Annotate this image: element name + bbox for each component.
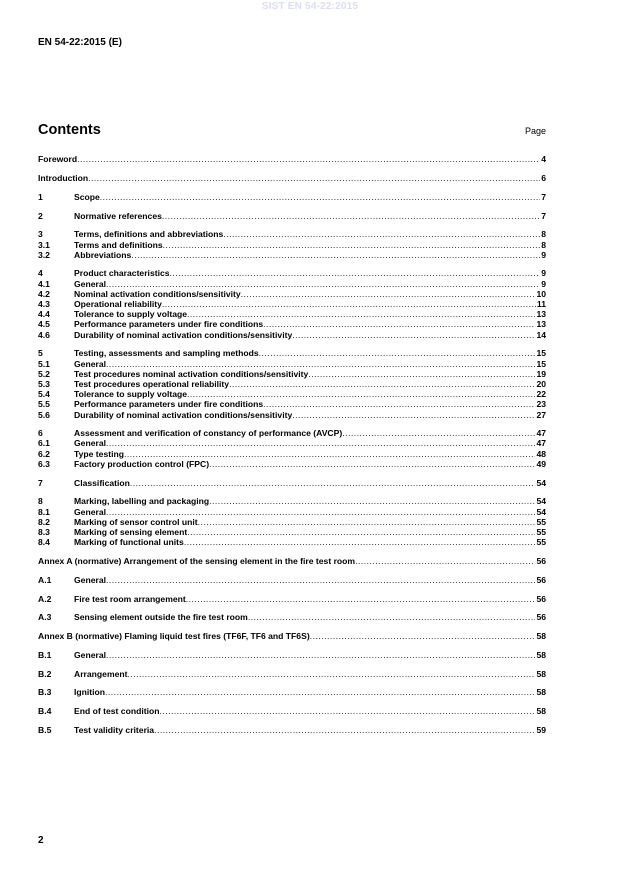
toc-entry[interactable] — [38, 668, 546, 678]
toc-entry-page: 54 — [536, 506, 546, 517]
toc-entry-page: 58 — [536, 668, 546, 679]
toc-entry-page: 47 — [536, 428, 546, 439]
toc-entry[interactable] — [38, 537, 546, 547]
toc-entry-page: 23 — [536, 399, 546, 410]
toc-entry[interactable] — [38, 289, 546, 299]
toc-entry-page: 6 — [541, 172, 546, 183]
toc-entry-page: 59 — [536, 724, 546, 735]
toc-dot-leader — [241, 289, 536, 299]
toc-entry-title: Durability of nominal activation conditions/sensitivity — [74, 329, 293, 340]
toc-entry[interactable] — [38, 593, 546, 603]
toc-entry-title: Product characteristics — [74, 268, 170, 279]
toc-entry-page: 15 — [536, 358, 546, 369]
toc-entry-title: Type testing — [74, 448, 124, 459]
toc-entry-number: B.1 — [38, 649, 52, 660]
toc-entry-title: Operational reliability — [74, 299, 162, 310]
toc-entry-number: 4.4 — [38, 309, 50, 320]
toc-entry-number: 6.3 — [38, 458, 50, 469]
toc-entry-title: Marking of sensor control unit — [74, 516, 198, 527]
toc-dot-leader — [130, 478, 536, 488]
toc-entry-title: Test validity criteria — [74, 724, 155, 735]
toc-entry-page: 14 — [536, 329, 546, 340]
toc-entry[interactable] — [38, 369, 546, 379]
toc-entry[interactable] — [38, 496, 546, 506]
toc-dot-leader — [229, 379, 535, 389]
toc-entry-number: 8.1 — [38, 506, 50, 517]
toc-entry[interactable] — [38, 428, 546, 438]
toc-entry-page: 58 — [536, 687, 546, 698]
toc-entry-number: 8 — [38, 496, 43, 507]
toc-entry-title: Arrangement — [74, 668, 128, 679]
toc-entry-title: Ignition — [74, 687, 106, 698]
toc-entry[interactable] — [38, 631, 546, 641]
toc-entry[interactable] — [38, 556, 546, 566]
toc-dot-leader — [162, 211, 540, 221]
toc-entry-number: 5.2 — [38, 368, 50, 379]
toc-entry-page: 48 — [536, 448, 546, 459]
toc-entry-title: Fire test room arrangement — [74, 593, 186, 604]
toc-entry-title: Marking of sensing element — [74, 526, 188, 537]
toc-dot-leader — [159, 706, 535, 716]
page-column-header: Page — [524, 126, 546, 136]
toc-dot-leader — [186, 594, 536, 604]
toc-entry-number: 5.3 — [38, 378, 50, 389]
toc-entry-page: 7 — [541, 210, 546, 221]
toc-entry-title: General — [74, 438, 107, 449]
toc-dot-leader — [106, 279, 540, 289]
toc-entry-page: 10 — [536, 288, 546, 299]
toc-dot-leader — [88, 173, 540, 183]
toc-entry-number: A.2 — [38, 593, 52, 604]
toc-entry-number: 4.2 — [38, 288, 50, 299]
toc-entry-number: 5.1 — [38, 358, 50, 369]
toc-entry-page: 7 — [541, 191, 546, 202]
toc-dot-leader — [106, 575, 535, 585]
toc-entry[interactable] — [38, 173, 546, 183]
toc-entry[interactable] — [38, 278, 546, 288]
toc-entry-number: B.2 — [38, 668, 52, 679]
toc-entry-number: 1 — [38, 191, 43, 202]
document-id: EN 54-22:2015 (E) — [38, 37, 122, 48]
toc-entry-title: General — [74, 574, 107, 585]
toc-entry-number: 3 — [38, 229, 43, 240]
toc-entry-number: 5 — [38, 348, 43, 359]
page-number: 2 — [38, 835, 44, 846]
toc-entry[interactable] — [38, 506, 546, 516]
toc-dot-leader — [209, 459, 535, 469]
toc-entry-page: 8 — [541, 229, 546, 240]
toc-dot-leader — [248, 612, 536, 622]
toc-entry-title: Annex A (normative) Arrangement of the sensing element in the fire test room — [38, 555, 356, 566]
toc-entry-title: Performance parameters under fire conditions — [74, 319, 264, 330]
toc-entry[interactable] — [38, 319, 546, 329]
toc-entry-page: 56 — [536, 574, 546, 585]
toc-entry-page: 8 — [541, 239, 546, 250]
toc-entry[interactable] — [38, 706, 546, 716]
toc-entry-number: 5.6 — [38, 409, 50, 420]
toc-entry-title: Scope — [74, 191, 100, 202]
toc-entry-page: 56 — [536, 555, 546, 566]
toc-entry[interactable] — [38, 517, 546, 527]
toc-entry-title: Testing, assessments and sampling methods — [74, 348, 259, 359]
toc-entry[interactable] — [38, 210, 546, 220]
toc-dot-leader — [310, 631, 536, 641]
toc-dot-leader — [292, 330, 535, 340]
toc-entry-title: Sensing element outside the fire test room — [74, 612, 248, 623]
toc-entry-page: 11 — [536, 299, 546, 310]
toc-entry-page: 55 — [536, 537, 546, 548]
toc-dot-leader — [209, 496, 535, 506]
toc-entry[interactable] — [38, 154, 546, 164]
toc-dot-leader — [163, 240, 541, 250]
toc-entry[interactable] — [38, 448, 546, 458]
toc-entry[interactable] — [38, 575, 546, 585]
toc-dot-leader — [170, 268, 541, 278]
toc-dot-leader — [106, 438, 535, 448]
toc-dot-leader — [259, 348, 536, 358]
toc-entry-number: 4.5 — [38, 319, 50, 330]
toc-entry-title: Annex B (normative) Flaming liquid test fires (TF6F, TF6 and TF6S) — [38, 631, 310, 642]
toc-dot-leader — [355, 556, 535, 566]
toc-entry-title: Tolerance to supply voltage — [74, 389, 188, 400]
toc-entry-number: 8.2 — [38, 516, 50, 527]
toc-entry-title: Factory production control (FPC) — [74, 458, 210, 469]
toc-entry-page: 22 — [536, 389, 546, 400]
toc-entry-number: 4.6 — [38, 329, 50, 340]
toc-entry-page: 9 — [541, 249, 546, 260]
toc-entry-title: Classification — [74, 477, 130, 488]
toc-entry[interactable] — [38, 409, 546, 419]
toc-entry[interactable] — [38, 329, 546, 339]
toc-dot-leader — [292, 410, 535, 420]
toc-entry-page: 49 — [536, 458, 546, 469]
toc-entry-number: 8.4 — [38, 537, 50, 548]
toc-entry-page: 13 — [536, 309, 546, 320]
toc-entry-page: 19 — [536, 368, 546, 379]
toc-entry-page: 47 — [536, 438, 546, 449]
toc-dot-leader — [187, 309, 535, 319]
toc-entry-number: A.3 — [38, 612, 52, 623]
toc-dot-leader — [106, 650, 535, 660]
toc-entry[interactable] — [38, 348, 546, 358]
toc-entry-number: B.3 — [38, 687, 52, 698]
toc-entry-number: 2 — [38, 210, 43, 221]
toc-entry[interactable] — [38, 268, 546, 278]
toc-entry[interactable] — [38, 725, 546, 735]
watermark: SIST EN 54-22:2015 — [261, 1, 359, 12]
toc-entry[interactable] — [38, 309, 546, 319]
toc-entry-title: End of test condition — [74, 706, 160, 717]
toc-entry-number: 4 — [38, 268, 43, 279]
toc-dot-leader — [154, 725, 535, 735]
toc-dot-leader — [77, 154, 540, 164]
toc-entry-title: Tolerance to supply voltage — [74, 309, 188, 320]
toc-dot-leader — [342, 428, 535, 438]
toc-entry[interactable] — [38, 612, 546, 622]
toc-entry-title: Durability of nominal activation conditions/sensitivity — [74, 409, 293, 420]
toc-entry-number: 5.5 — [38, 399, 50, 410]
page-title: Contents — [38, 122, 101, 138]
toc-entry-number: 6 — [38, 428, 43, 439]
toc-entry-title: Marking, labelling and packaging — [74, 496, 210, 507]
toc-dot-leader — [100, 192, 540, 202]
toc-entry[interactable] — [38, 389, 546, 399]
toc-entry[interactable] — [38, 477, 546, 487]
toc-dot-leader — [198, 517, 536, 527]
toc-entry[interactable] — [38, 687, 546, 697]
toc-entry-number: B.4 — [38, 706, 52, 717]
toc-entry-title: Test procedures nominal activation conditions/sensitivity — [74, 368, 309, 379]
toc-dot-leader — [106, 507, 535, 517]
toc-entry-number: 3.2 — [38, 249, 50, 260]
toc-entry-number: 6.1 — [38, 438, 50, 449]
toc-entry[interactable] — [38, 650, 546, 660]
toc-entry-number: 4.3 — [38, 299, 50, 310]
toc-entry-title: General — [74, 358, 107, 369]
toc-entry-page: 55 — [536, 526, 546, 537]
toc-entry-title: Normative references — [74, 210, 162, 221]
toc-dot-leader — [308, 369, 535, 379]
toc-dot-leader — [127, 669, 535, 679]
toc-entry-number: 4.1 — [38, 278, 50, 289]
toc-entry-title: Marking of functional units — [74, 537, 184, 548]
toc-entry-page: 9 — [541, 278, 546, 289]
toc-entry[interactable] — [38, 250, 546, 260]
toc-entry[interactable] — [38, 379, 546, 389]
toc-dot-leader — [124, 449, 535, 459]
toc-entry-title: Foreword — [38, 154, 78, 165]
toc-entry-number: 7 — [38, 477, 43, 488]
toc-entry-title: Terms and definitions — [74, 239, 163, 250]
toc-entry[interactable] — [38, 527, 546, 537]
toc-entry-page: 9 — [541, 268, 546, 279]
toc-dot-leader — [187, 389, 535, 399]
toc-entry[interactable] — [38, 299, 546, 309]
toc-entry[interactable] — [38, 358, 546, 368]
toc-entry-page: 15 — [536, 348, 546, 359]
toc-entry-number: 5.4 — [38, 389, 50, 400]
toc-entry[interactable] — [38, 192, 546, 202]
toc-entry-title: General — [74, 649, 107, 660]
toc-entry-title: General — [74, 278, 107, 289]
toc-entry-page: 54 — [536, 496, 546, 507]
toc-entry-page: 58 — [536, 649, 546, 660]
toc-entry-page: 58 — [536, 706, 546, 717]
toc-dot-leader — [105, 687, 535, 697]
toc-entry-number: 3.1 — [38, 239, 50, 250]
toc-dot-leader — [162, 299, 536, 309]
toc-entry-page: 56 — [536, 612, 546, 623]
toc-entry-title: Introduction — [38, 172, 89, 183]
toc-entry-title: Nominal activation conditions/sensitivity — [74, 288, 241, 299]
toc-entry-title: General — [74, 506, 107, 517]
toc-entry-number: 6.2 — [38, 448, 50, 459]
toc-entry[interactable] — [38, 399, 546, 409]
toc-entry-number: 8.3 — [38, 526, 50, 537]
toc-entry-page: 55 — [536, 516, 546, 527]
toc-dot-leader — [263, 319, 535, 329]
toc-dot-leader — [131, 250, 540, 260]
toc-entry-title: Terms, definitions and abbreviations — [74, 229, 224, 240]
toc-entry[interactable] — [38, 438, 546, 448]
toc-dot-leader — [223, 229, 540, 239]
toc-entry[interactable] — [38, 459, 546, 469]
toc-entry-page: 27 — [536, 409, 546, 420]
toc-entry-page: 20 — [536, 378, 546, 389]
toc-entry-title: Abbreviations — [74, 249, 132, 260]
toc-entry-page: 54 — [536, 477, 546, 488]
toc-entry[interactable] — [38, 229, 546, 239]
toc-entry-title: Assessment and verification of constancy of performance (AVCP) — [74, 428, 343, 439]
toc-entry-title: Test procedures operational reliability — [74, 378, 230, 389]
toc-entry-page: 4 — [541, 154, 546, 165]
toc-entry[interactable] — [38, 239, 546, 249]
toc-entry-number: A.1 — [38, 574, 52, 585]
toc-entry-page: 13 — [536, 319, 546, 330]
toc-dot-leader — [187, 527, 535, 537]
toc-entry-page: 56 — [536, 593, 546, 604]
toc-entry-title: Performance parameters under fire conditions — [74, 399, 264, 410]
toc-dot-leader — [263, 399, 535, 409]
table-of-contents — [38, 154, 546, 735]
toc-dot-leader — [184, 537, 536, 547]
toc-dot-leader — [106, 359, 535, 369]
toc-entry-page: 58 — [536, 631, 546, 642]
toc-entry-number: B.5 — [38, 724, 52, 735]
